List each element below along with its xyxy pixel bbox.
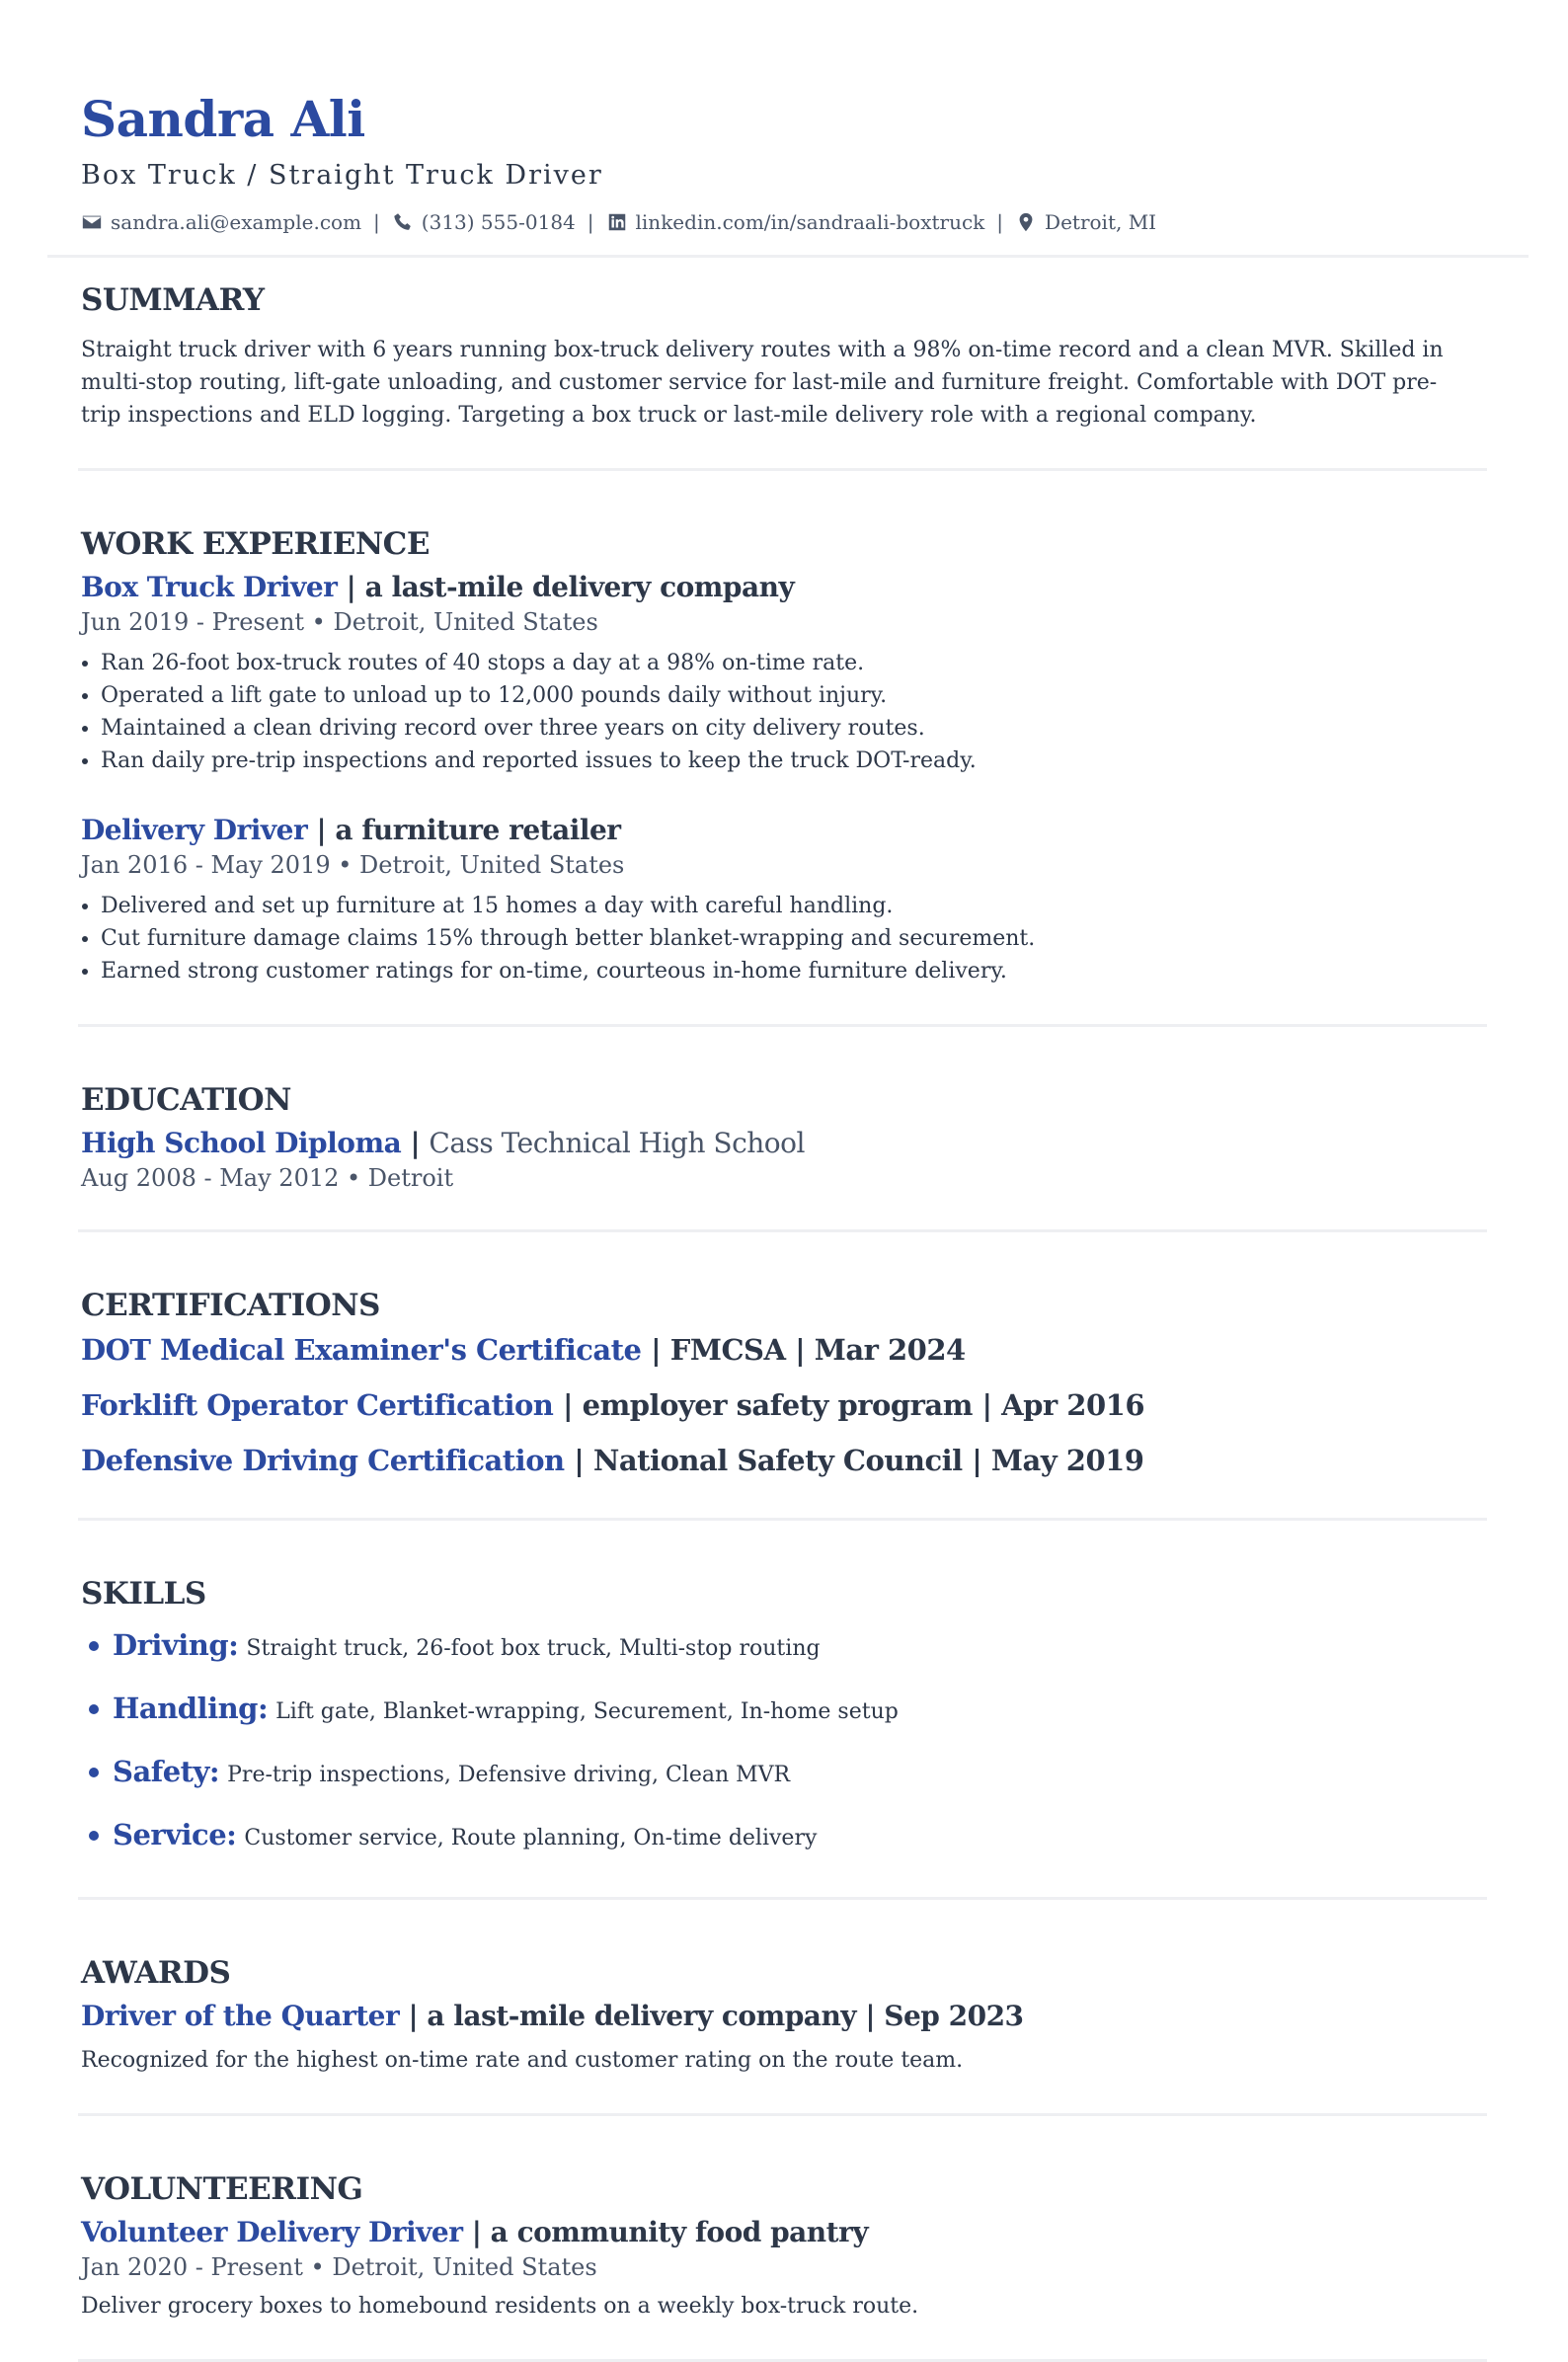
skill-item	[113, 1623, 1463, 1671]
skill-values: Lift gate, Blanket-wrapping, Securement, In-home setup	[275, 1699, 899, 1724]
school-name: Cass Technical High School	[429, 1127, 805, 1159]
job-bullets	[81, 890, 1463, 987]
linkedin-icon	[606, 211, 628, 233]
contact-separator: |	[373, 210, 380, 234]
phone-text: (313) 555-0184	[421, 210, 576, 234]
certification-item	[81, 1329, 1463, 1371]
heading-separator: |	[316, 814, 327, 846]
job-entry	[81, 811, 1463, 987]
phone-icon	[392, 211, 414, 233]
skill-values: Straight truck, 26-foot box truck, Multi-stop routing	[246, 1636, 821, 1661]
job-org: a furniture retailer	[335, 814, 621, 846]
section-title: SKILLS	[81, 1576, 206, 1612]
contact-separator: |	[587, 210, 594, 234]
job-org: a last-mile delivery company	[364, 571, 795, 603]
candidate-title: Box Truck / Straight Truck Driver	[81, 160, 603, 191]
skills-list	[81, 1623, 1463, 1860]
skill-category: Driving:	[113, 1628, 239, 1662]
skill-category: Safety:	[113, 1755, 220, 1788]
volunteer-description: Deliver grocery boxes to homebound residents on a weekly box-truck route.	[81, 2294, 919, 2319]
award-name: Driver of the Quarter	[81, 2000, 400, 2032]
job-role: Box Truck Driver	[81, 571, 338, 603]
job-entry	[81, 568, 1463, 777]
certification-details: | employer safety program | Apr 2016	[553, 1388, 1145, 1422]
heading-separator: |	[471, 2216, 482, 2248]
certification-name: Forklift Operator Certification	[81, 1388, 554, 1422]
list-item: • Maintained a clean driving record over three years on city delivery routes.	[101, 712, 1463, 745]
list-item: • Cut furniture damage claims 15% through better blanket-wrapping and securement.	[101, 922, 1463, 955]
skill-item	[113, 1750, 1463, 1797]
list-item: • Ran 26-foot box-truck routes of 40 stops a day at a 98% on-time rate.	[101, 647, 1463, 679]
skill-item	[113, 1687, 1463, 1734]
award-description: Recognized for the highest on-time rate and customer rating on the route team.	[81, 2048, 964, 2073]
heading-separator: |	[346, 571, 356, 603]
certification-name: Defensive Driving Certification	[81, 1444, 565, 1477]
skill-item	[113, 1813, 1463, 1860]
resume-header	[0, 0, 1568, 237]
skills-section	[81, 1570, 1463, 1900]
candidate-name: Sandra Ali	[81, 90, 365, 148]
summary-section	[81, 276, 1463, 471]
section-title: VOLUNTEERING	[81, 2171, 363, 2207]
volunteer-role: Volunteer Delivery Driver	[81, 2216, 463, 2248]
section-title: EDUCATION	[81, 1082, 291, 1118]
job-meta: Jan 2016 - May 2019 • Detroit, United States	[81, 851, 625, 879]
map-pin-icon	[1015, 211, 1037, 233]
list-item: • Earned strong customer ratings for on-time, courteous in-home furniture delivery.	[101, 955, 1463, 987]
award-details: | a last-mile delivery company | Sep 2023	[399, 2000, 1024, 2032]
volunteering-section	[81, 2165, 1463, 2362]
job-bullets	[81, 647, 1463, 777]
experience-section	[81, 520, 1463, 1027]
heading-separator: |	[410, 1127, 421, 1159]
education-meta: Aug 2008 - May 2012 • Detroit	[81, 1164, 454, 1192]
job-meta: Jun 2019 - Present • Detroit, United States	[81, 608, 598, 636]
certifications-section	[81, 1282, 1463, 1521]
resume-content	[81, 276, 1463, 2362]
envelope-icon	[81, 211, 103, 233]
contact-separator: |	[996, 210, 1004, 234]
education-section	[81, 1076, 1463, 1232]
summary-text: Straight truck driver with 6 years running box-truck delivery routes with a 98% on-time record and a clean MVR. Skilled in multi-stop routing, lift-gate unloading, and customer service for last-mile and furniture freight. Comfortable with DOT pre-trip inspections and ELD logging. Targeting a box truck or last-mile delivery role with a regional company.	[81, 338, 1444, 428]
degree: High School Diploma	[81, 1127, 402, 1159]
section-title: WORK EXPERIENCE	[81, 526, 430, 562]
section-title: CERTIFICATIONS	[81, 1288, 380, 1323]
location-text: Detroit, MI	[1045, 210, 1157, 234]
certification-details: | FMCSA | Mar 2024	[641, 1333, 966, 1367]
job-heading	[81, 811, 1463, 850]
skill-category: Handling:	[113, 1692, 269, 1725]
header-divider	[47, 255, 1529, 258]
volunteer-org: a community food pantry	[490, 2216, 869, 2248]
certification-name: DOT Medical Examiner's Certificate	[81, 1333, 642, 1367]
award-heading	[81, 1997, 1463, 2036]
linkedin-text: linkedin.com/in/sandraali-boxtruck	[635, 210, 985, 234]
certification-item	[81, 1384, 1463, 1426]
awards-section	[81, 1949, 1463, 2116]
job-heading	[81, 568, 1463, 607]
list-item: • Delivered and set up furniture at 15 homes a day with careful handling.	[101, 890, 1463, 922]
volunteer-heading	[81, 2213, 1463, 2252]
contact-phone[interactable]	[392, 207, 576, 237]
skill-values: Customer service, Route planning, On-time delivery	[244, 1826, 818, 1850]
list-item: • Ran daily pre-trip inspections and reported issues to keep the truck DOT-ready.	[101, 745, 1463, 777]
email-text: sandra.ali@example.com	[111, 210, 362, 234]
job-role: Delivery Driver	[81, 814, 308, 846]
contact-email[interactable]	[81, 207, 361, 237]
section-title: SUMMARY	[81, 282, 265, 318]
section-title: AWARDS	[81, 1955, 231, 1991]
education-heading	[81, 1124, 1463, 1163]
contact-linkedin[interactable]	[606, 207, 985, 237]
certification-item	[81, 1440, 1463, 1481]
contact-location	[1015, 207, 1156, 237]
contact-bar	[81, 207, 1487, 237]
list-item: • Operated a lift gate to unload up to 12,000 pounds daily without injury.	[101, 679, 1463, 712]
skill-values: Pre-trip inspections, Defensive driving, Clean MVR	[227, 1763, 791, 1787]
certification-details: | National Safety Council | May 2019	[564, 1444, 1144, 1477]
volunteer-meta: Jan 2020 - Present • Detroit, United States	[81, 2253, 597, 2281]
skill-category: Service:	[113, 1818, 237, 1851]
